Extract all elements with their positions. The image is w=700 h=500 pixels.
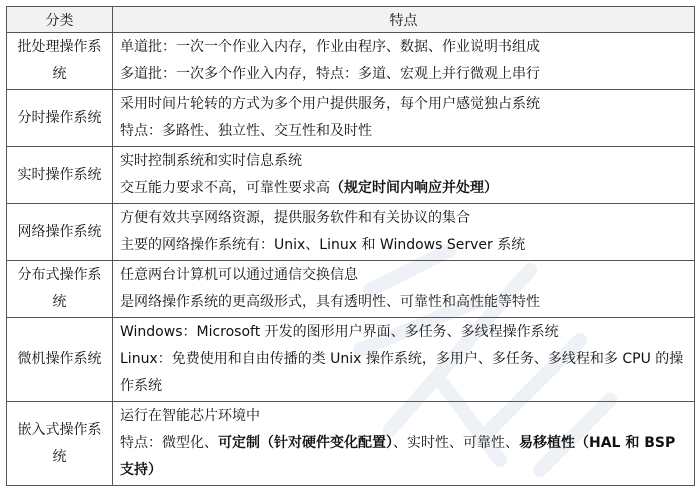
feature-text: 特点：多路性、独立性、交互性和及时性 — [120, 123, 372, 139]
feature-text: 实时控制系统和实时信息系统 — [120, 153, 302, 169]
feature-text-bold: 可定制 — [218, 435, 260, 451]
table-row — [7, 147, 695, 204]
features-cell — [113, 318, 695, 402]
header-features: 特点 — [113, 7, 695, 33]
category-cell: 网络操作系统 — [7, 204, 113, 261]
category-cell: 分时操作系统 — [7, 90, 113, 147]
feature-line — [120, 319, 694, 346]
table-row — [7, 204, 695, 261]
feature-line — [120, 346, 694, 400]
feature-text: 采用时间片轮转的方式为多个用户提供服务，每个用户感觉独占系统 — [120, 96, 540, 112]
feature-text: 是网络操作系统的更高级形式，具有透明性、可靠性和高性能等特性 — [120, 294, 540, 310]
feature-line — [120, 34, 694, 61]
feature-text-bold: （针对硬件变化配置） — [260, 435, 393, 451]
feature-text: 任意两台计算机可以通过通信交换信息 — [120, 267, 358, 283]
table-row — [7, 33, 695, 90]
category-cell: 批处理操作系统 — [7, 33, 113, 90]
os-classification-table — [6, 6, 695, 486]
feature-text-bold: （规定时间内响应并处理） — [330, 180, 498, 196]
feature-line — [120, 148, 694, 175]
feature-line — [120, 403, 694, 430]
feature-line — [120, 175, 694, 202]
features-cell — [113, 33, 695, 90]
feature-text-bold: 易移植性 — [519, 435, 575, 451]
features-cell — [113, 90, 695, 147]
table-header-row — [7, 7, 695, 33]
feature-text: 运行在智能芯片环境中 — [120, 408, 260, 424]
features-cell — [113, 147, 695, 204]
feature-text: 方便有效共享网络资源，提供服务软件和有关协议的集合 — [120, 210, 470, 226]
feature-line — [120, 118, 694, 145]
category-cell: 实时操作系统 — [7, 147, 113, 204]
feature-text: Windows：Microsoft 开发的图形用户界面、多任务、多线程操作系统 — [120, 324, 559, 340]
category-cell: 微机操作系统 — [7, 318, 113, 402]
table-row — [7, 318, 695, 402]
feature-text: 、实时性、可靠性、 — [393, 435, 519, 451]
feature-line — [120, 262, 694, 289]
features-cell — [113, 204, 695, 261]
category-cell: 分布式操作系统 — [7, 261, 113, 318]
features-cell — [113, 402, 695, 486]
feature-text: 主要的网络操作系统有：Unix、Linux 和 Windows Server 系统 — [120, 237, 526, 253]
feature-text-bold: （HAL 和 BSP 支持） — [120, 435, 676, 478]
feature-text: 多道批：一次多个作业入内存，特点：多道、宏观上并行微观上串行 — [120, 66, 540, 82]
feature-text: Linux：免费使用和自由传播的类 Unix 操作系统，多用户、多任务、多线程和多 CPU 的操作系统 — [120, 351, 684, 394]
table-row — [7, 261, 695, 318]
category-cell: 嵌入式操作系统 — [7, 402, 113, 486]
feature-line — [120, 61, 694, 88]
feature-line — [120, 289, 694, 316]
feature-line — [120, 430, 694, 484]
feature-text: 单道批：一次一个作业入内存，作业由程序、数据、作业说明书组成 — [120, 39, 540, 55]
table-row — [7, 402, 695, 486]
feature-line — [120, 232, 694, 259]
feature-line — [120, 91, 694, 118]
feature-text: 特点：微型化、 — [120, 435, 218, 451]
features-cell — [113, 261, 695, 318]
feature-line — [120, 205, 694, 232]
feature-text: 交互能力要求不高，可靠性要求高 — [120, 180, 330, 196]
table-row — [7, 90, 695, 147]
header-category: 分类 — [7, 7, 113, 33]
